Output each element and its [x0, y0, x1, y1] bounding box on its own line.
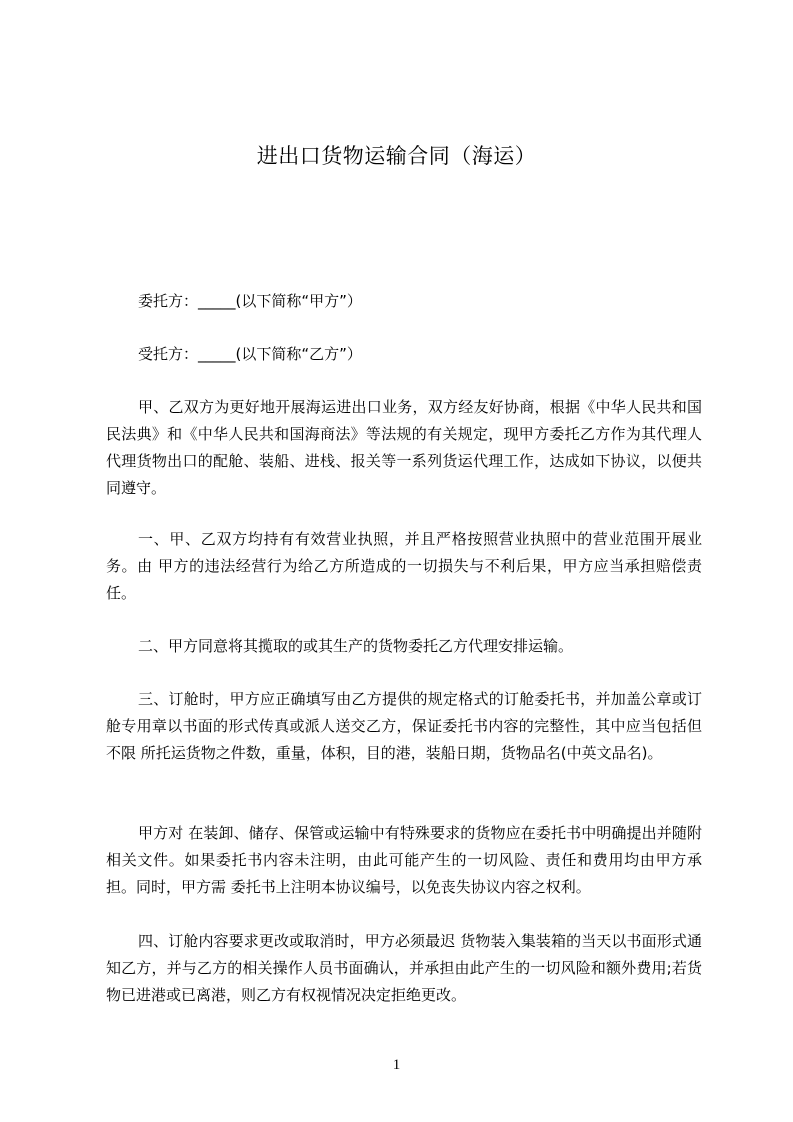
paragraph-clause-4: 四、订舱内容要求更改或取消时，甲方必须最迟 货物装入集装箱的当天以书面形式通知乙方，并与乙方的相关操作人员书面确认，并承担由此产生的一切风险和额外费用;若货物已进港或已离港，则乙方有权视情况决定拒绝更改。: [106, 932, 702, 1004]
party-b-line: 受托方：_____(以下简称“乙方”）: [138, 345, 362, 363]
paragraph-clause-2: 二、甲方同意将其揽取的或其生产的货物委托乙方代理安排运输。: [138, 637, 574, 655]
party-a-line: 委托方：_____(以下简称“甲方”）: [138, 292, 362, 310]
paragraph-intro: 甲、乙双方为更好地开展海运进出口业务，双方经友好协商，根据《中华人民共和国民法典》和《中华人民共和国海商法》等法规的有关规定，现甲方委托乙方作为其代理人代理货物出口的配舱、装船、进栈、报关等一系列货运代理工作，达成如下协议，以便共同遵守。: [106, 398, 702, 497]
paragraph-clause-3-supplement: 甲方对 在装卸、储存、保管或运输中有特殊要求的货物应在委托书中明确提出并随附相关文件。如果委托书内容未注明，由此可能产生的一切风险、责任和费用均由甲方承担。同时，甲方需 委托书上注明本协议编号，以免丧失协议内容之权利。: [106, 824, 702, 896]
page-number: 1: [392, 1057, 401, 1073]
page-title: 进出口货物运输合同（海运）: [256, 144, 537, 168]
paragraph-clause-3: 三、订舱时，甲方应正确填写由乙方提供的规定格式的订舱委托书，并加盖公章或订舱专用章以书面的形式传真或派人送交乙方，保证委托书内容的完整性，其中应当包括但不限 所托运货物之件数，重量，体积，目的港，装船日期，货物品名(中英文品名)。: [106, 690, 702, 762]
paragraph-clause-1: 一、甲、乙双方均持有有效营业执照，并且严格按照营业执照中的营业范围开展业务。由 甲方的违法经营行为给乙方所造成的一切损失与不利后果，甲方应当承担赔偿责任。: [106, 530, 702, 602]
